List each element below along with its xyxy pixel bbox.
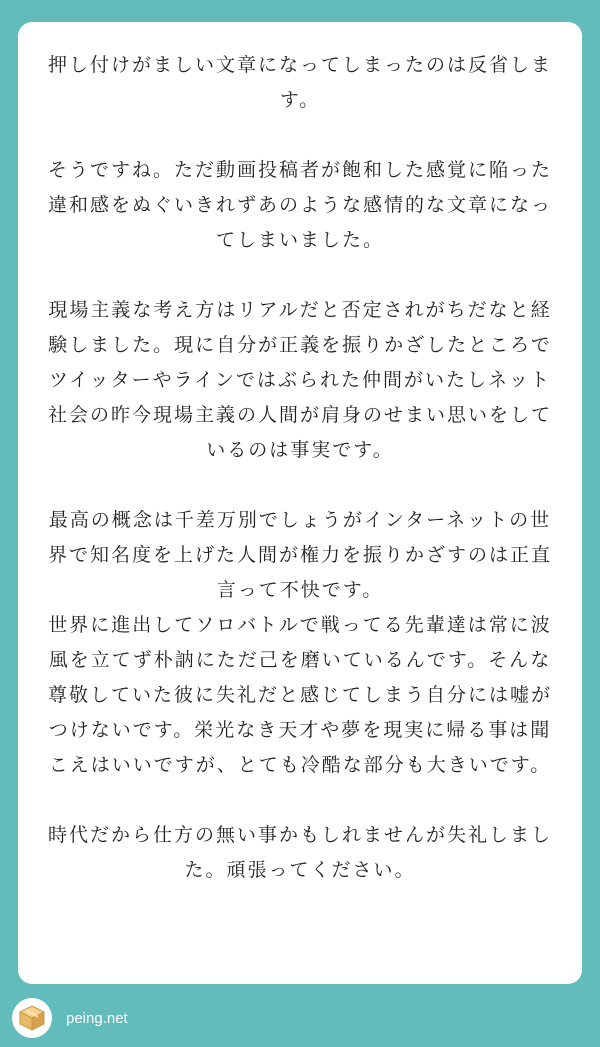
paragraph-gap [44,783,556,818]
message-paragraph: そうですね。ただ動画投稿者が飽和した感覚に陥った違和感をぬぐいきれずあのような感情的な文章になってしまいました。 [47,159,552,251]
paragraph-gap [44,118,556,153]
footer-branding[interactable] [12,997,128,1039]
message-text [44,48,556,888]
message-paragraph: 現場主義な考え方はリアルだと否定されがちだなと経験しました。現に自分が正義を振りかざしたところでツイッターやラインではぶられた仲間がいたしネット社会の昨今現場主義の人間が肩身のせまい思いをしているのは事実です。 [47,299,552,461]
message-paragraph: 最高の概念は千差万別でしょうがインターネットの世界で知名度を上げた人間が権力を振りかざすのは正直言って不快です。 [47,509,552,601]
site-name[interactable]: peing.net [66,1009,128,1027]
paragraph-gap [44,468,556,503]
paragraph-gap [44,258,556,293]
message-paragraph: 世界に進出してソロバトルで戦ってる先輩達は常に波風を立てず朴訥にただ己を磨いているんです。そんな尊敬していた彼に失礼だと感じてしまう自分には嘘がつけないです。栄光なき天才や夢を現実に帰る事は聞こえはいいですが、とても冷酷な部分も大きいです。 [47,614,552,776]
message-paragraph: 押し付けがましい文章になってしまったのは反省します。 [47,54,552,111]
message-paragraph: 時代だから仕方の無い事かもしれませんが失礼しました。頑張ってください。 [47,824,552,881]
answer-card [18,22,582,984]
box-icon [12,998,52,1038]
